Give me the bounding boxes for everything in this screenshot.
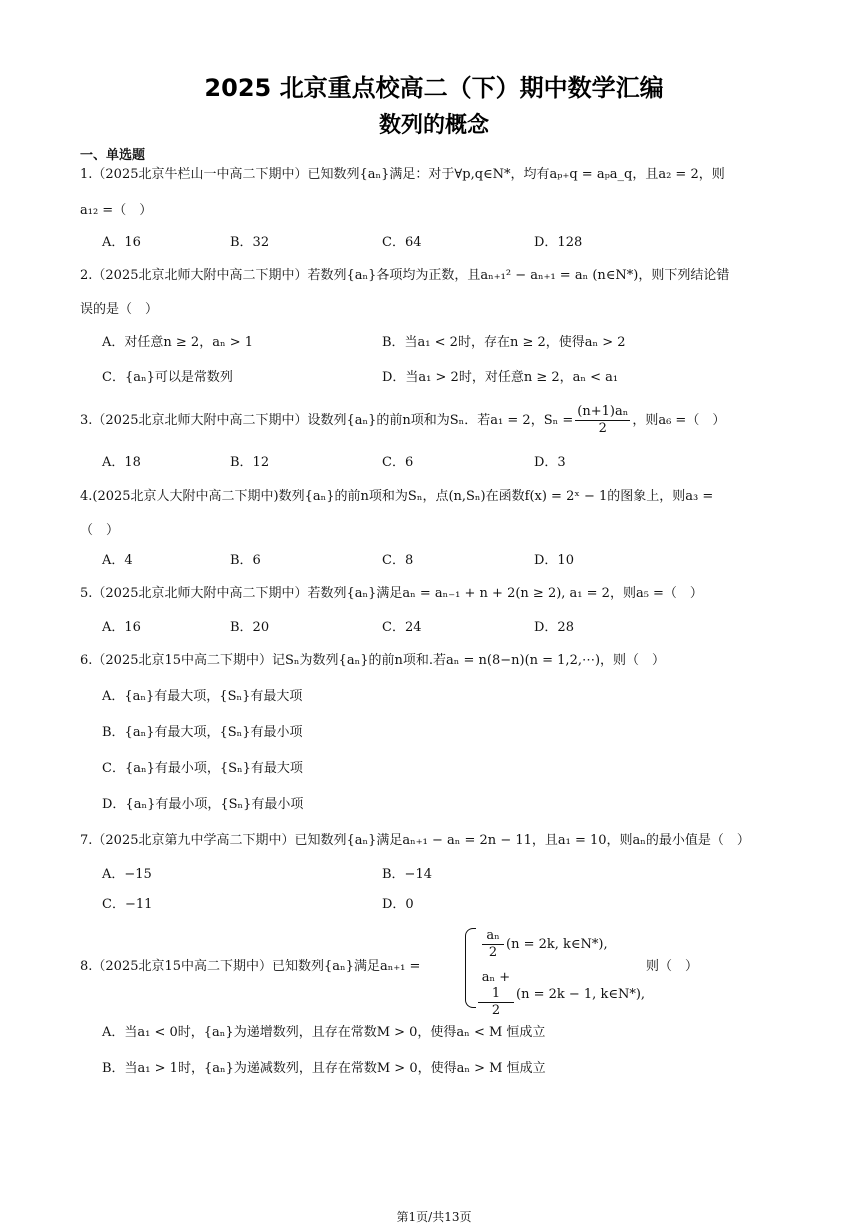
q4-stem-line1: 4.(2025北京人大附中高二下期中)数列{aₙ}的前n项和为Sₙ，点(n,Sₙ)在函数f(x) = 2ˣ − 1的图象上，则a₃ = (80, 489, 714, 504)
q8-stem-post: 则（ ） (646, 959, 699, 974)
q8-option-b: B．当a₁ > 1时，{aₙ}为递减数列，且存在常数M > 0，使得aₙ > M 恒成立 (102, 1061, 546, 1076)
document-title: 2025 北京重点校高二（下）期中数学汇编 (204, 74, 664, 102)
q3-fraction (575, 404, 630, 437)
q4-option-a: A．4 (102, 553, 133, 568)
q1-option-a: A．16 (102, 235, 141, 250)
q3-stem (80, 404, 725, 438)
q8-case1-fraction (482, 928, 504, 961)
q8-case2-numerator: aₙ + 1 (478, 970, 514, 1003)
q5-option-b: B．20 (230, 620, 270, 635)
q3-option-c: C．6 (382, 455, 414, 470)
q1-option-c: C．64 (382, 235, 422, 250)
q6-option-d: D．{aₙ}有最小项，{Sₙ}有最小项 (102, 797, 304, 812)
q8-case2-condition: (n = 2k − 1, k∈N*), (516, 987, 646, 1002)
q2-option-b: B．当a₁ < 2时，存在n ≥ 2，使得aₙ > 2 (382, 335, 626, 350)
q4-option-d: D．10 (534, 553, 574, 568)
q7-option-d: D．0 (382, 897, 414, 912)
q2-option-c: C．{aₙ}可以是常数列 (102, 370, 233, 385)
q2-option-d: D．当a₁ > 2时，对任意n ≥ 2，aₙ < a₁ (382, 370, 619, 385)
q8-case1-denominator: 2 (488, 945, 498, 960)
q8-case1-numerator: aₙ (482, 928, 504, 945)
q3-option-d: D．3 (534, 455, 566, 470)
q8-option-a: A．当a₁ < 0时，{aₙ}为递增数列，且存在常数M > 0，使得aₙ < M 恒成立 (102, 1025, 546, 1040)
q1-stem-line1: 1.（2025北京牛栏山一中高二下期中）已知数列{aₙ}满足：对于∀p,q∈N*，均有aₚ₊q = aₚa_q，且a₂ = 2，则 (80, 167, 725, 182)
q8-case-1 (480, 928, 608, 961)
q3-fraction-denominator: 2 (598, 421, 607, 436)
q7-option-a: A．−15 (102, 867, 152, 882)
q8-stem-pre: 8.（2025北京15中高二下期中）已知数列{aₙ}满足aₙ₊₁ = (80, 959, 421, 974)
q1-option-d: D．128 (534, 235, 583, 250)
q2-option-a: A．对任意n ≥ 2，aₙ > 1 (102, 335, 253, 350)
q3-stem-post: ，则a₆ =（ ） (632, 413, 726, 428)
q4-option-b: B．6 (230, 553, 261, 568)
q5-option-a: A．16 (102, 620, 141, 635)
q3-stem-pre: 3.（2025北京北师大附中高二下期中）设数列{aₙ}的前n项和为Sₙ．若a₁ = 2，Sₙ = (80, 413, 574, 428)
q8-case2-denominator: 2 (491, 1003, 501, 1018)
q1-stem-line2: a₁₂ =（ ） (80, 203, 153, 218)
q6-option-a: A．{aₙ}有最大项，{Sₙ}有最大项 (102, 689, 303, 704)
q4-option-c: C．8 (382, 553, 414, 568)
q6-option-b: B．{aₙ}有最大项，{Sₙ}有最小项 (102, 725, 303, 740)
q1-option-b: B．32 (230, 235, 270, 250)
q5-option-d: D．28 (534, 620, 574, 635)
q5-option-c: C．24 (382, 620, 422, 635)
q2-stem-line2: 误的是（ ） (80, 302, 159, 317)
section-heading: 一、单选题 (80, 148, 146, 163)
q3-fraction-numerator: (n+1)aₙ (577, 404, 629, 419)
q7-option-b: B．−14 (382, 867, 432, 882)
q4-stem-line2: （ ） (80, 523, 120, 538)
q7-stem-line1: 7.（2025北京第九中学高二下期中）已知数列{aₙ}满足aₙ₊₁ − aₙ = 2n − 11，且a₁ = 10，则aₙ的最小值是（ ） (80, 833, 750, 848)
q5-stem-line1: 5.（2025北京北师大附中高二下期中）若数列{aₙ}满足aₙ = aₙ₋₁ + n + 2(n ≥ 2), a₁ = 2，则a₅ =（ ） (80, 586, 703, 601)
q7-option-c: C．−11 (102, 897, 153, 912)
q8-piecewise-brace (465, 928, 476, 1008)
q2-stem-line1: 2.（2025北京北师大附中高二下期中）若数列{aₙ}各项均为正数，且aₙ₊₁² − aₙ₊₁ = aₙ (n∈N*)，则下列结论错 (80, 268, 730, 283)
q8-case-2 (476, 970, 645, 1019)
q8-case1-condition: (n = 2k, k∈N*), (506, 937, 608, 952)
q6-stem-line1: 6.（2025北京15中高二下期中）记Sₙ为数列{aₙ}的前n项和.若aₙ = n(8−n)(n = 1,2,⋯)，则（ ） (80, 653, 666, 668)
q8-case2-fraction (478, 970, 514, 1019)
q3-option-a: A．18 (102, 455, 141, 470)
q6-option-c: C．{aₙ}有最小项，{Sₙ}有最大项 (102, 761, 303, 776)
q3-option-b: B．12 (230, 455, 270, 470)
page-footer: 第1页/共13页 (396, 1210, 472, 1224)
document-subtitle: 数列的概念 (378, 113, 489, 138)
